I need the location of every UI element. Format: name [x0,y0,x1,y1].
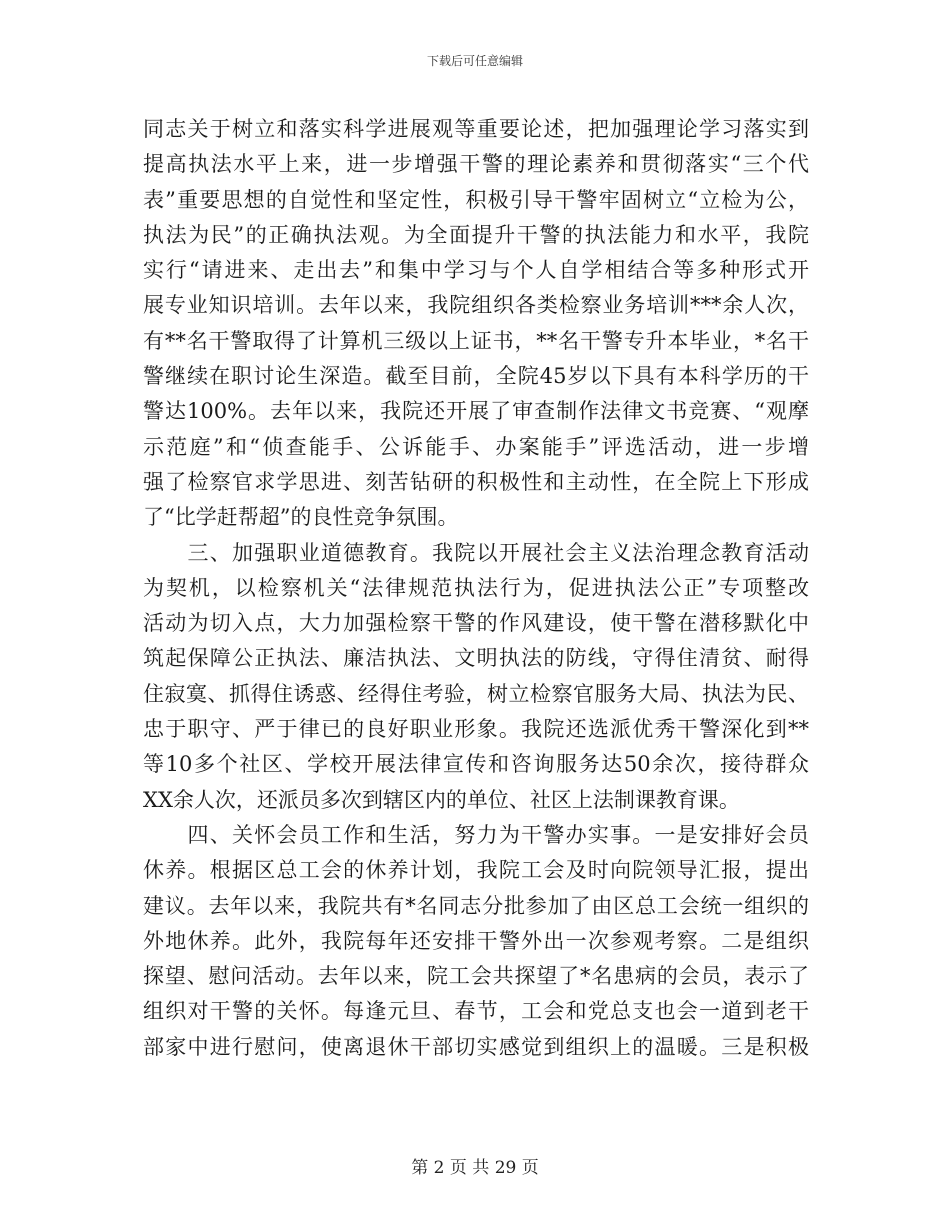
body-line: 强了检察官求学思进、刻苦钻研的积极性和主动性，在全院上下形成 [143,469,809,494]
body-line: 执法为民”的正确执法观。为全面提升干警的执法能力和水平，我院 [143,222,809,247]
body-line: 忠于职守、严于律已的良好职业形象。我院还选派优秀干警深化到** [143,717,809,742]
body-line: 部家中进行慰问，使离退休干部切实感觉到组织上的温暖。三是积极 [143,1034,809,1059]
paragraph-end-line: XX余人次，还派员多次到辖区内的单位、社区上法制课教育课。 [143,787,740,812]
body-line: 组织对干警的关怀。每逢元旦、春节，工会和党总支也会一道到老干 [143,999,809,1024]
body-line: 住寂寞、抓得住诱惑、经得住考验，树立检察官服务大局、执法为民、 [143,681,809,706]
page-number: 第 2 页 共 29 页 [411,1158,539,1178]
body-line: 休养。根据区总工会的休养计划，我院工会及时向院领导汇报，提出 [143,858,809,883]
body-line: 警继续在职讨论生深造。截至目前，全院45岁以下具有本科学历的干 [143,364,809,389]
body-line: 建议。去年以来，我院共有*名同志分批参加了由区总工会统一组织的 [143,893,809,918]
body-line: 表”重要思想的自觉性和坚定性，积极引导干警牢固树立“立检为公， [143,187,809,212]
body-line: 提高执法水平上来，进一步增强干警的理论素养和贯彻落实“三个代 [143,152,809,177]
body-line: 探望、慰问活动。去年以来，院工会共探望了*名患病的会员，表示了 [143,964,809,989]
body-line: 有**名干警取得了计算机三级以上证书，**名干警专升本毕业，*名干 [143,328,809,353]
body-line: 活动为切入点，大力加强检察干警的作风建设，使干警在潜移默化中 [143,611,809,636]
body-line: 警达100%。去年以来，我院还开展了审查制作法律文书竞赛、“观摩 [143,399,809,424]
body-line: 为契机，以检察机关“法律规范执法行为，促进执法公正”专项整改 [143,575,809,600]
paragraph-start-line: 四、关怀会员工作和生活，努力为干警办实事。一是安排好会员 [143,822,809,847]
body-line: 外地休养。此外，我院每年还安排干警外出一次参观考察。二是组织 [143,928,809,953]
page-header [0,53,950,69]
page-footer [0,1156,950,1180]
body-line: 筑起保障公正执法、廉洁执法、文明执法的防线，守得住清贫、耐得 [143,646,809,671]
page-body [143,112,809,1065]
paragraph-start-line: 三、加强职业道德教育。我院以开展社会主义法治理念教育活动 [143,540,809,565]
paragraph-end-line: 了“比学赶帮超”的良性竞争氛围。 [143,505,459,530]
body-line: 等10多个社区、学校开展法律宣传和咨询服务达50余次，接待群众 [143,752,809,777]
body-line: 示范庭”和“侦查能手、公诉能手、办案能手”评选活动，进一步增 [143,434,809,459]
body-line: 展专业知识培训。去年以来，我院组织各类检察业务培训***余人次， [143,293,809,318]
header-note: 下载后可任意编辑 [426,54,523,68]
body-line: 实行“请进来、走出去”和集中学习与个人自学相结合等多种形式开 [143,258,809,283]
body-line: 同志关于树立和落实科学进展观等重要论述，把加强理论学习落实到 [143,117,809,141]
